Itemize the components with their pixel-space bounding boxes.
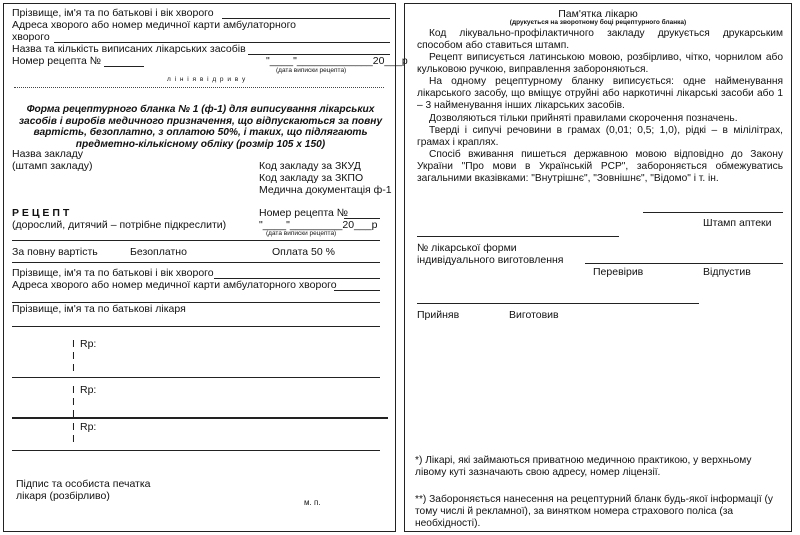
recipe-subheading: (дорослий, дитячий – потрібне підкреслити) — [12, 219, 227, 231]
rp-marker-2: I — [72, 384, 75, 396]
rp-separator-1 — [12, 377, 380, 378]
memo-paragraph-6: Спосіб вживання пишеться державною мовою відповідно до Закону України "Про мови в Українській РСР", забороняється обмежуватись загальними вказівками: "Внутрішнє", "Зовнішнє", "Відомо" і т. ін. — [417, 149, 783, 184]
rp-marker-1b: I — [72, 350, 75, 362]
cut-line-label: л і н і я в і д р и в у — [167, 76, 247, 83]
rp-marker-3: I — [72, 421, 75, 433]
stub-address-label: Адреса хворого або номер медичної карти амбулаторного — [12, 19, 297, 31]
pharmacy-stamp-line — [643, 212, 783, 213]
received-label: Прийняв — [417, 309, 460, 321]
full-price-option: За повну вартість — [12, 246, 98, 258]
memo-paragraph-4: Дозволяються тільки прийняті правилами скорочення позначень. — [429, 113, 738, 124]
address-label: Адреса хворого або номер медичної карти амбулаторного хворого — [12, 279, 337, 291]
rp-marker-1: I — [72, 338, 75, 350]
rp-label-3: Rp: — [80, 421, 97, 433]
stub-recipe-number-line — [104, 66, 144, 67]
memo-paragraph-2: Рецепт виписується латинською мовою, розбірливо, чітко, чорнилом або кульковою ручкою, виправлення забороняються. — [417, 52, 783, 75]
address-line-end — [334, 290, 380, 291]
med-doc-label: Медична документація ф-1 — [259, 184, 392, 196]
memo-paragraph-1: Код лікувально-профілактичного закладу друкується друкарським способом або ставиться штамп. — [417, 28, 783, 51]
form-title: Форма рецептурного бланка № 1 (ф-1) для виписування лікарських засобів і виробів медичного призначення, що відпускаються за повну вартість, безоплатно, з оплатою 50%, і таких, що підлягають предметно-кількісному обліку (розмір 105 х 150) — [18, 104, 383, 150]
doctor-name-line — [12, 326, 380, 327]
checked-dispensed-line — [585, 263, 783, 264]
form-number-label-1: № лікарської форми — [417, 242, 517, 254]
stub-medicines-label: Назва та кількість виписаних лікарських засобів — [12, 43, 246, 55]
memo-title: Пам'ятка лікарю — [558, 8, 638, 20]
recipe-heading: Р Е Ц Е П Т — [12, 207, 70, 219]
rp-marker-2c: I — [72, 408, 75, 420]
stub-recipe-number-label: Номер рецепта № — [12, 55, 102, 67]
half-payment-option: Оплата 50 % — [272, 246, 335, 258]
code-zkpo-label: Код закладу за ЗКПО — [259, 172, 364, 184]
rp-label-2: Rp: — [80, 384, 97, 396]
patient-name-label: Прізвище, ім'я та по батькові і вік хворого — [12, 267, 214, 279]
rp-marker-2b: I — [72, 396, 75, 408]
stub-date-caption: (дата виписки рецепта) — [276, 67, 347, 74]
recipe-number-label: Номер рецепта № — [259, 207, 349, 219]
footnote-1: *) Лікарі, які займаються приватною медичною практикою, у верхньому лівому куті зазначають свою адресу, номер ліцензії. — [415, 455, 752, 478]
memo-subtitle: (друкується на зворотному боці рецептурного бланка) — [509, 19, 687, 26]
free-option: Безоплатно — [130, 246, 187, 258]
rp-marker-3b: I — [72, 433, 75, 445]
code-zkud-label: Код закладу за ЗКУД — [259, 160, 361, 172]
prescription-form-front — [3, 3, 408, 532]
cut-line — [14, 87, 384, 88]
stub-address-label-2: хворого — [12, 31, 50, 43]
prescription-form-back — [404, 3, 792, 532]
rp-marker-1c: I — [72, 362, 75, 374]
prepared-label: Виготовив — [509, 309, 559, 321]
checked-label: Перевірив — [593, 266, 644, 278]
signature-label-2: лікаря (розбірливо) — [16, 490, 110, 502]
rp-label-1: Rp: — [80, 338, 97, 350]
stub-patient-name-label: Прізвище, ім'я та по батькові і вік хворого — [12, 7, 214, 19]
form-number-top-line — [417, 236, 619, 237]
received-prepared-line — [417, 303, 699, 304]
memo-paragraph-5: Тверді і сипучі речовини в грамах (0,01; 0,5; 1,0), рідкі – в мілілітрах, грамах і краплях. — [417, 125, 783, 148]
institution-name-label: Назва закладу — [12, 148, 84, 160]
dispensed-label: Відпустив — [703, 266, 751, 278]
stub-date-template: "____"_____________20___р — [266, 55, 408, 67]
recipe-separator — [12, 240, 380, 241]
institution-stamp-label: (штамп закладу) — [12, 160, 93, 172]
pharmacy-stamp-label: Штамп аптеки — [703, 217, 772, 229]
recipe-date-caption: (дата виписки рецепта) — [266, 230, 337, 237]
recipe-date-template: "____"_________20___р — [259, 219, 378, 231]
form-number-label-2: індивідуального виготовлення — [417, 254, 564, 266]
memo-paragraph-3: На одному рецептурному бланку виписується: одне найменування лікарського засобу, що вміщує отруйні або наркотичні лікарські засоби або 1 – 3 найменування інших лікарських засобів. — [417, 76, 783, 111]
rp-separator-2 — [12, 417, 388, 419]
doctor-name-label: Прізвище, ім'я та по батькові лікаря — [12, 303, 186, 315]
payment-separator — [12, 262, 380, 263]
mp-label: м. п. — [304, 498, 321, 507]
rp-separator-3 — [12, 450, 380, 451]
footnote-2: **) Забороняється нанесення на рецептурний бланк будь-якої інформації (у тому числі й рекламної), за винятком номера страхового поліса (за необхідності). — [415, 494, 773, 529]
signature-label-1: Підпис та особиста печатка — [16, 478, 151, 490]
